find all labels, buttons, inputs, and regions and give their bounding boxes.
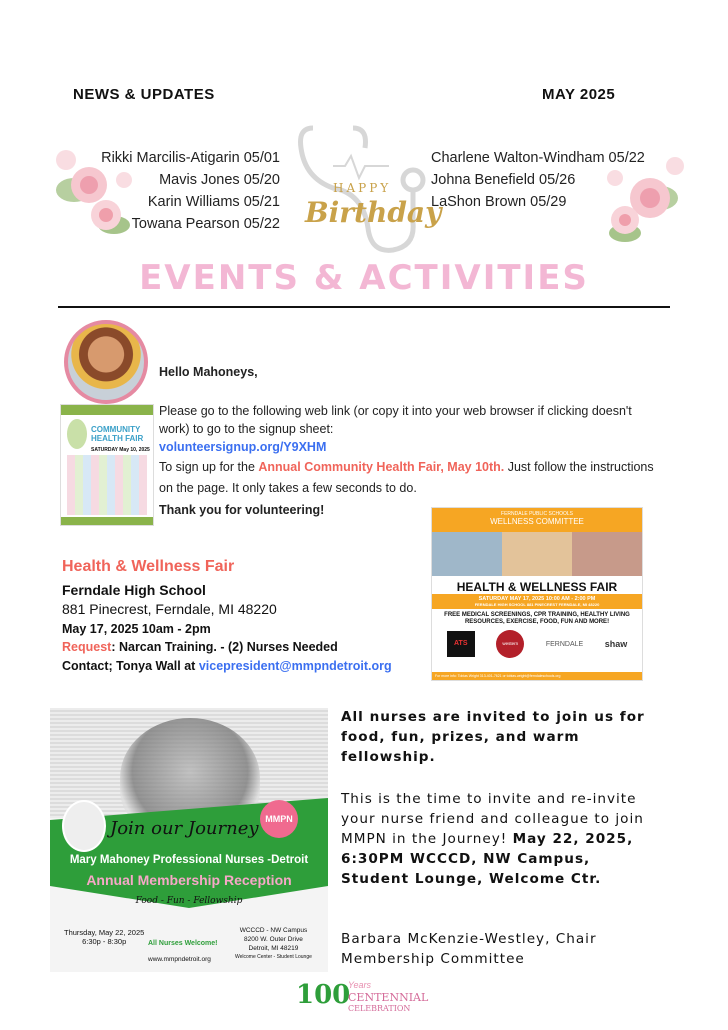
mmpn-badge: MMPN: [260, 800, 298, 838]
centennial-word: CENTENNIAL: [348, 991, 429, 1004]
poster-web: www.mmpndetroit.org: [148, 956, 211, 963]
birthday-entry: Towana Pearson 05/22: [131, 216, 280, 232]
poster-room: Welcome Center - Student Lounge: [235, 954, 312, 960]
poster-street: 8200 W. Outer Drive: [244, 936, 303, 943]
western-market-logo: western: [496, 630, 524, 658]
poster-time: 6:30p - 8:30p: [82, 937, 127, 946]
membership-reception-poster[interactable]: [50, 708, 328, 972]
flyer2-top: FERNDALE PUBLIC SCHOOLS: [501, 511, 573, 517]
birthday-entry: Charlene Walton-Windham 05/22: [431, 150, 645, 166]
stethoscope-birthday-graphic: [293, 118, 442, 258]
birthday-entry: Karin Williams 05/21: [147, 194, 280, 210]
flyer2-location: FERNDALE HIGH SCHOOL 881 PINECREST FERNDALE, MI 48220: [474, 602, 600, 607]
celebration-word: CELEBRATION: [348, 1004, 411, 1013]
nurse-portrait: [62, 800, 106, 852]
poster-tagline: Food - Fun - Fellowship: [135, 896, 243, 906]
poster-city: Detroit, MI 48219: [248, 945, 299, 952]
fair-venue: Ferndale High School: [62, 582, 206, 598]
fair-request: [62, 640, 338, 654]
poster-campus: WCCCD - NW Campus: [239, 927, 308, 934]
fair-contact: [62, 659, 392, 673]
thanks-text: Thank you for volunteering!: [159, 503, 325, 517]
ferndale-logo: FERNDALE: [545, 640, 584, 648]
header-date: MAY 2025: [542, 86, 616, 103]
invite-intro: All nurses are invited to join us for food, fun, prizes, and warm fellowship.: [341, 709, 645, 765]
contact-email-link[interactable]: vicepresident@mmpndetroit.org: [198, 659, 392, 673]
flyer2-date: SATURDAY MAY 17, 2025 10:00 AM - 2:00 PM: [478, 596, 596, 602]
invite-event-details: May 22, 2025, 6:30PM WCCCD, NW Campus, Student Lounge, Welcome Ctr.: [341, 831, 634, 887]
health-fair-highlight: Annual Community Health Fair, May 10th.: [258, 460, 505, 474]
poster-org: Mary Mahoney Professional Nurses -Detroit: [69, 854, 309, 866]
flyer2-committee: WELLNESS COMMITTEE: [490, 517, 584, 526]
flyer2-services: FREE MEDICAL SCREENINGS, CPR TRAINING, HEALTHY LIVING RESOURCES, EXERCISE, FOOD, FUN AND MORE!: [444, 612, 630, 625]
poster-date: Thursday, May 22, 2025: [64, 928, 145, 937]
birthday-entry: Johna Benefield 05/26: [431, 172, 576, 188]
centennial-number: 100: [296, 980, 351, 1010]
instructions-text: Please go to the following web link (or copy it into your web browser if clicking doesn't work) to go to the signup sheet:: [159, 404, 632, 436]
contact-label: Contact; Tonya Wall at: [62, 659, 199, 673]
poster-event: Annual Membership Reception: [86, 872, 292, 888]
wellness-fair-flyer[interactable]: [431, 507, 643, 681]
birthday-entry: LaShon Brown 05/29: [431, 194, 567, 210]
invite-signature: Barbara McKenzie-Westley, Chair Membership Committee: [341, 931, 597, 967]
signup-text: To sign up for the: [159, 460, 259, 474]
poster-join: Join our Journey: [110, 818, 259, 839]
happy-text: HAPPY: [333, 181, 392, 195]
birthday-entry: Mavis Jones 05/20: [159, 172, 280, 188]
request-label: Request: [62, 640, 112, 654]
centennial-logo: [296, 978, 436, 1018]
poster-welcome: All Nurses Welcome!: [148, 940, 218, 947]
birthday-list-left: [40, 147, 280, 235]
invite-text: This is the time to invite and re-invite your nurse friend and colleague to join MMPN in the Journey!: [341, 791, 644, 847]
invite-body: [341, 789, 651, 889]
avatar: [64, 320, 148, 404]
header-left: NEWS & UPDATES: [73, 86, 215, 103]
centennial-years: Years: [348, 980, 372, 990]
signup-link[interactable]: volunteersignup.org/Y9XHM: [159, 440, 327, 454]
ats-logo: ATS: [447, 631, 475, 657]
request-text: : Narcan Training. - (2) Nurses Needed: [111, 640, 338, 654]
flyer1-title: COMMUNITY HEALTH FAIR: [91, 425, 144, 443]
message-body: [159, 402, 659, 519]
shaw-logo: shaw: [604, 639, 628, 649]
follow-text: Just follow the instructions on the page. It only takes a few seconds to do.: [159, 460, 654, 495]
flyer1-date: SATURDAY May 10, 2025: [91, 447, 150, 453]
birthday-list-right: [431, 147, 701, 213]
flyer2-title: HEALTH & WELLNESS FAIR: [456, 580, 618, 594]
birthday-entry: Rikki Marcilis-Atigarin 05/01: [101, 150, 280, 166]
flyer2-footer: For more info: Tobias Wright 313-401-7621 or tobias.wright@ferndaleschools.org: [432, 672, 642, 680]
fair-datetime: May 17, 2025 10am - 2pm: [62, 622, 211, 636]
fair-title: Health & Wellness Fair: [62, 558, 235, 575]
community-health-fair-flyer[interactable]: [60, 404, 154, 526]
fair-address: 881 Pinecrest, Ferndale, MI 48220: [62, 601, 277, 617]
greeting: Hello Mahoneys,: [159, 365, 258, 379]
events-title: EVENTS & ACTIVITIES: [139, 258, 589, 298]
birthday-text: Birthday: [305, 196, 442, 229]
divider: [58, 306, 670, 308]
